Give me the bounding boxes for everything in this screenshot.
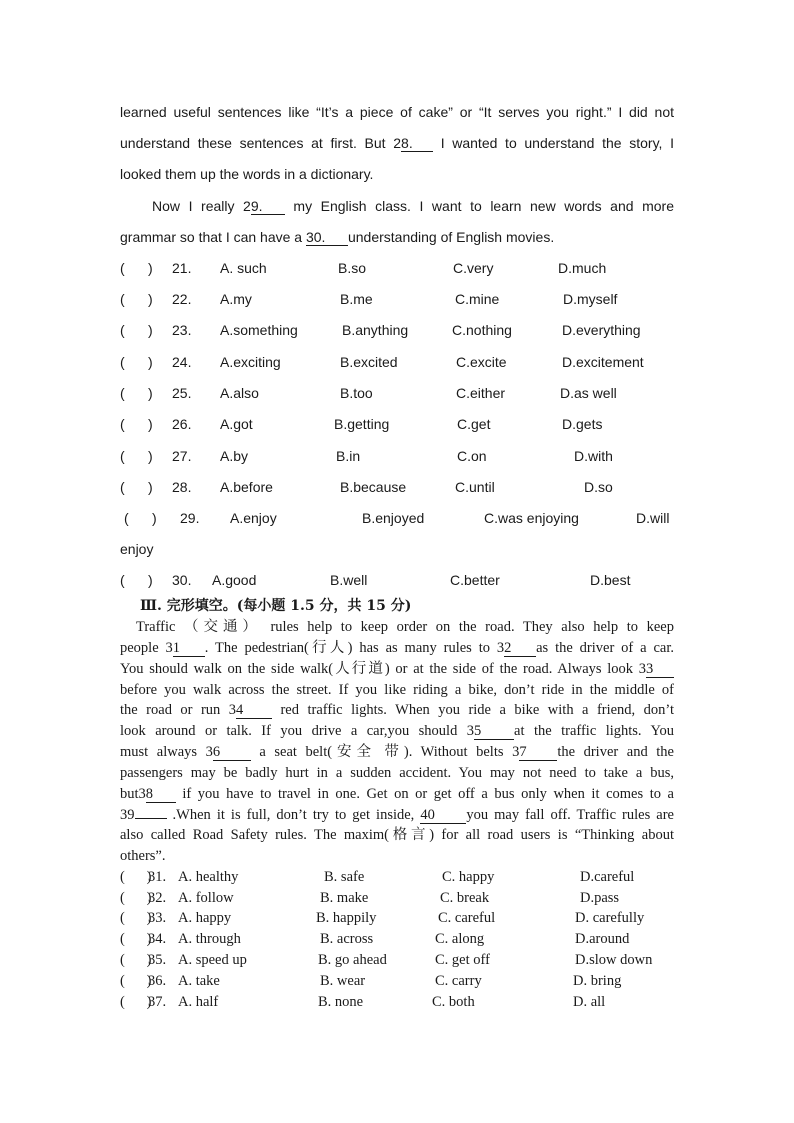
text: you may fall off. Traffic rules are: [466, 807, 674, 823]
option-d[interactable]: D. bring: [573, 973, 622, 989]
option-d[interactable]: D.will: [636, 510, 670, 526]
question-number: 31.: [148, 869, 167, 885]
option-b[interactable]: B.me: [340, 291, 373, 307]
passage-line: [136, 618, 674, 636]
answer-bracket[interactable]: ( ): [120, 416, 153, 432]
answer-blank[interactable]: 4: [236, 702, 272, 719]
text: Traffic （交通） rules help to keep order on the road. They also help to keep: [136, 619, 674, 635]
option-c[interactable]: C.very: [453, 260, 494, 276]
passage-line: [120, 639, 674, 657]
option-c[interactable]: C.on: [457, 448, 487, 464]
answer-blank[interactable]: 7: [519, 744, 557, 761]
option-a[interactable]: A. healthy: [178, 869, 239, 885]
option-d[interactable]: D.around: [575, 931, 630, 947]
option-a[interactable]: A.also: [220, 385, 259, 401]
option-b[interactable]: B. go ahead: [318, 952, 387, 968]
option-a[interactable]: A. through: [178, 931, 241, 947]
option-d[interactable]: D.with: [574, 448, 613, 464]
text: people 3: [120, 640, 173, 656]
text: also called Road Safety rules. The maxim(格言) for all road users is “Thinking about: [120, 827, 674, 843]
option-a[interactable]: A. take: [178, 973, 220, 989]
answer-bracket[interactable]: ( ): [120, 952, 152, 968]
option-b[interactable]: B.in: [336, 448, 361, 464]
answer-blank[interactable]: 2: [504, 640, 536, 657]
text: Now I really 2: [152, 198, 251, 214]
question-number: 28.: [172, 479, 192, 495]
text: 39: [120, 807, 135, 823]
option-b[interactable]: B.so: [338, 260, 367, 276]
question-number: 32.: [148, 890, 167, 906]
option-c[interactable]: C. carry: [435, 973, 482, 989]
text: . The pedestrian(行人) has as many rules to 3: [204, 640, 505, 656]
answer-bracket[interactable]: ( ): [120, 291, 153, 307]
answer-bracket[interactable]: ( ): [120, 572, 153, 588]
option-d[interactable]: D.myself: [563, 291, 618, 307]
option-c[interactable]: C.until: [455, 479, 495, 495]
option-c[interactable]: C. happy: [442, 869, 495, 885]
answer-blank[interactable]: 6: [213, 744, 251, 761]
option-a[interactable]: A. speed up: [178, 952, 247, 968]
option-a[interactable]: A. happy: [178, 910, 232, 926]
option-b[interactable]: B.well: [330, 572, 368, 588]
option-b[interactable]: B.excited: [340, 354, 398, 370]
question-number: 34.: [148, 931, 167, 947]
passage-line: [120, 660, 674, 678]
passage-line: [120, 701, 674, 719]
question-number: 25.: [172, 385, 192, 401]
option-c[interactable]: C.either: [456, 385, 506, 401]
option-d[interactable]: D. carefully: [575, 910, 645, 926]
section-heading: Ⅲ. 完形填空。(每小题 1.5 分，共 15 分): [140, 598, 412, 614]
text: look around or talk. If you drive a car,you should 3: [120, 723, 475, 739]
answer-blank[interactable]: 1: [173, 640, 205, 657]
question-number: 29.: [180, 510, 200, 526]
option-b[interactable]: B.getting: [334, 416, 390, 432]
option-d[interactable]: D. all: [573, 994, 606, 1010]
passage-line: [120, 681, 674, 699]
blank-28[interactable]: 8.: [401, 135, 433, 152]
answer-bracket[interactable]: ( ): [120, 931, 152, 947]
question-number: 21.: [172, 260, 192, 276]
answer-bracket[interactable]: ( ): [120, 385, 153, 401]
answer-blank[interactable]: 40: [420, 807, 466, 824]
text: others”.: [120, 848, 166, 864]
answer-bracket[interactable]: ( ): [124, 510, 157, 526]
question-number: 37.: [148, 994, 167, 1010]
answer-bracket[interactable]: ( ): [120, 354, 153, 370]
text: passengers may be badly hurt in a sudden accident. You may not need to take a bus,: [120, 765, 674, 781]
option-c[interactable]: C.nothing: [452, 322, 512, 338]
answer-bracket[interactable]: ( ): [120, 994, 152, 1010]
option-c[interactable]: C. break: [440, 890, 490, 906]
option-d[interactable]: D.pass: [580, 890, 620, 906]
passage-line: [120, 806, 674, 824]
text: understanding of English movies.: [347, 229, 555, 245]
answer-blank[interactable]: 5: [474, 723, 514, 740]
text: the driver and the: [557, 744, 674, 760]
answer-bracket[interactable]: ( ): [120, 890, 152, 906]
option-a[interactable]: A. half: [178, 994, 219, 1010]
option-c[interactable]: C.excite: [456, 354, 507, 370]
text: as the driver of a car.: [536, 640, 674, 656]
passage-line: [152, 197, 674, 215]
text: the road or run 3: [120, 702, 237, 718]
question-number: 23.: [172, 322, 192, 338]
answer-bracket[interactable]: ( ): [120, 973, 152, 989]
option-b[interactable]: B.enjoyed: [362, 510, 425, 526]
option-d[interactable]: D.careful: [580, 869, 635, 885]
passage-line: [120, 134, 674, 152]
question-number: 22.: [172, 291, 192, 307]
passage-line: [120, 785, 674, 803]
option-b[interactable]: B.too: [340, 385, 373, 401]
option-a[interactable]: A.something: [220, 322, 298, 338]
option-c[interactable]: C.better: [450, 572, 500, 588]
option-c[interactable]: C.mine: [455, 291, 500, 307]
question-number: 33.: [148, 910, 167, 926]
option-a[interactable]: A. follow: [178, 890, 234, 906]
option-a[interactable]: A.my: [220, 291, 252, 307]
answer-blank[interactable]: 3: [646, 661, 674, 678]
answer-blank[interactable]: [135, 818, 167, 819]
text: but3: [120, 786, 146, 802]
option-a[interactable]: A.before: [220, 479, 273, 495]
option-a[interactable]: A.enjoy: [230, 510, 277, 526]
passage-line: learned useful sentences like “It’s a piece of cake” or “It serves you right.” I did not: [120, 104, 674, 120]
question-number: 35.: [148, 952, 167, 968]
option-a[interactable]: A. such: [220, 260, 267, 276]
text: my English class. I want to learn new words and more: [284, 198, 674, 214]
text: I wanted to understand the story, I: [433, 135, 674, 151]
answer-blank[interactable]: 8: [146, 786, 176, 803]
option-a[interactable]: A.exciting: [220, 354, 281, 370]
option-d[interactable]: D.as well: [560, 385, 617, 401]
option-a[interactable]: A.by: [220, 448, 249, 464]
answer-bracket[interactable]: ( ): [120, 910, 152, 926]
text: .When it is full, don’t try to get inside,: [166, 807, 421, 823]
option-a[interactable]: A.got: [220, 416, 253, 432]
option-d[interactable]: D.gets: [562, 416, 603, 432]
option-c[interactable]: C. along: [435, 931, 485, 947]
option-b[interactable]: B. wear: [320, 973, 366, 989]
answer-bracket[interactable]: ( ): [120, 479, 153, 495]
option-b[interactable]: B. make: [320, 890, 369, 906]
option-d[interactable]: D.slow down: [575, 952, 653, 968]
answer-bracket[interactable]: ( ): [120, 322, 153, 338]
passage-line: [120, 847, 674, 865]
blank-29[interactable]: 9.: [251, 198, 285, 215]
option-b[interactable]: B.because: [340, 479, 407, 495]
passage-line: [120, 764, 674, 782]
option-c[interactable]: C.get: [457, 416, 491, 432]
option-c[interactable]: C. get off: [435, 952, 490, 968]
text: grammar so that I can have a: [120, 229, 306, 245]
answer-bracket[interactable]: ( ): [120, 448, 153, 464]
text: at the traffic lights. You: [514, 723, 674, 739]
option-a[interactable]: A.good: [212, 572, 257, 588]
q29-continuation: enjoy: [120, 541, 154, 557]
question-number: 27.: [172, 448, 192, 464]
question-number: 24.: [172, 354, 192, 370]
option-d[interactable]: D.so: [584, 479, 613, 495]
option-b[interactable]: B.anything: [342, 322, 409, 338]
answer-bracket[interactable]: ( ): [120, 260, 153, 276]
option-d[interactable]: D.everything: [562, 322, 641, 338]
text: must always 3: [120, 744, 213, 760]
option-b[interactable]: B. none: [318, 994, 364, 1010]
text: if you have to travel in one. Get on or get off a bus only when it comes to a: [175, 786, 674, 802]
option-c[interactable]: C. careful: [438, 910, 496, 926]
text: before you walk across the street. If you like riding a bike, don’t ride in the middle of: [120, 682, 674, 698]
passage-line: [120, 743, 674, 761]
option-b[interactable]: B. happily: [316, 910, 377, 926]
option-c[interactable]: C. both: [432, 994, 475, 1010]
text: understand these sentences at first. But 2: [120, 135, 402, 151]
option-b[interactable]: B. across: [320, 931, 374, 947]
passage-line: [120, 228, 674, 246]
option-b[interactable]: B. safe: [324, 869, 365, 885]
passage-line: [120, 722, 674, 740]
answer-bracket[interactable]: ( ): [120, 869, 152, 885]
text: a seat belt(安全 带). Without belts 3: [250, 744, 520, 760]
question-number: 36.: [148, 973, 167, 989]
question-number: 26.: [172, 416, 192, 432]
text: You should walk on the side walk(人行道) or at the side of the road. Always look 3: [120, 661, 646, 677]
passage-line: [120, 826, 674, 844]
option-d[interactable]: D.excitement: [562, 354, 644, 370]
text: red traffic lights. When you ride a bike with a friend, don’t: [272, 702, 674, 718]
option-d[interactable]: D.much: [558, 260, 607, 276]
passage-line: looked them up the words in a dictionary.: [120, 166, 374, 182]
blank-30[interactable]: 30.: [306, 229, 348, 246]
option-c[interactable]: C.was enjoying: [484, 510, 579, 526]
option-d[interactable]: D.best: [590, 572, 631, 588]
question-number: 30.: [172, 572, 192, 588]
